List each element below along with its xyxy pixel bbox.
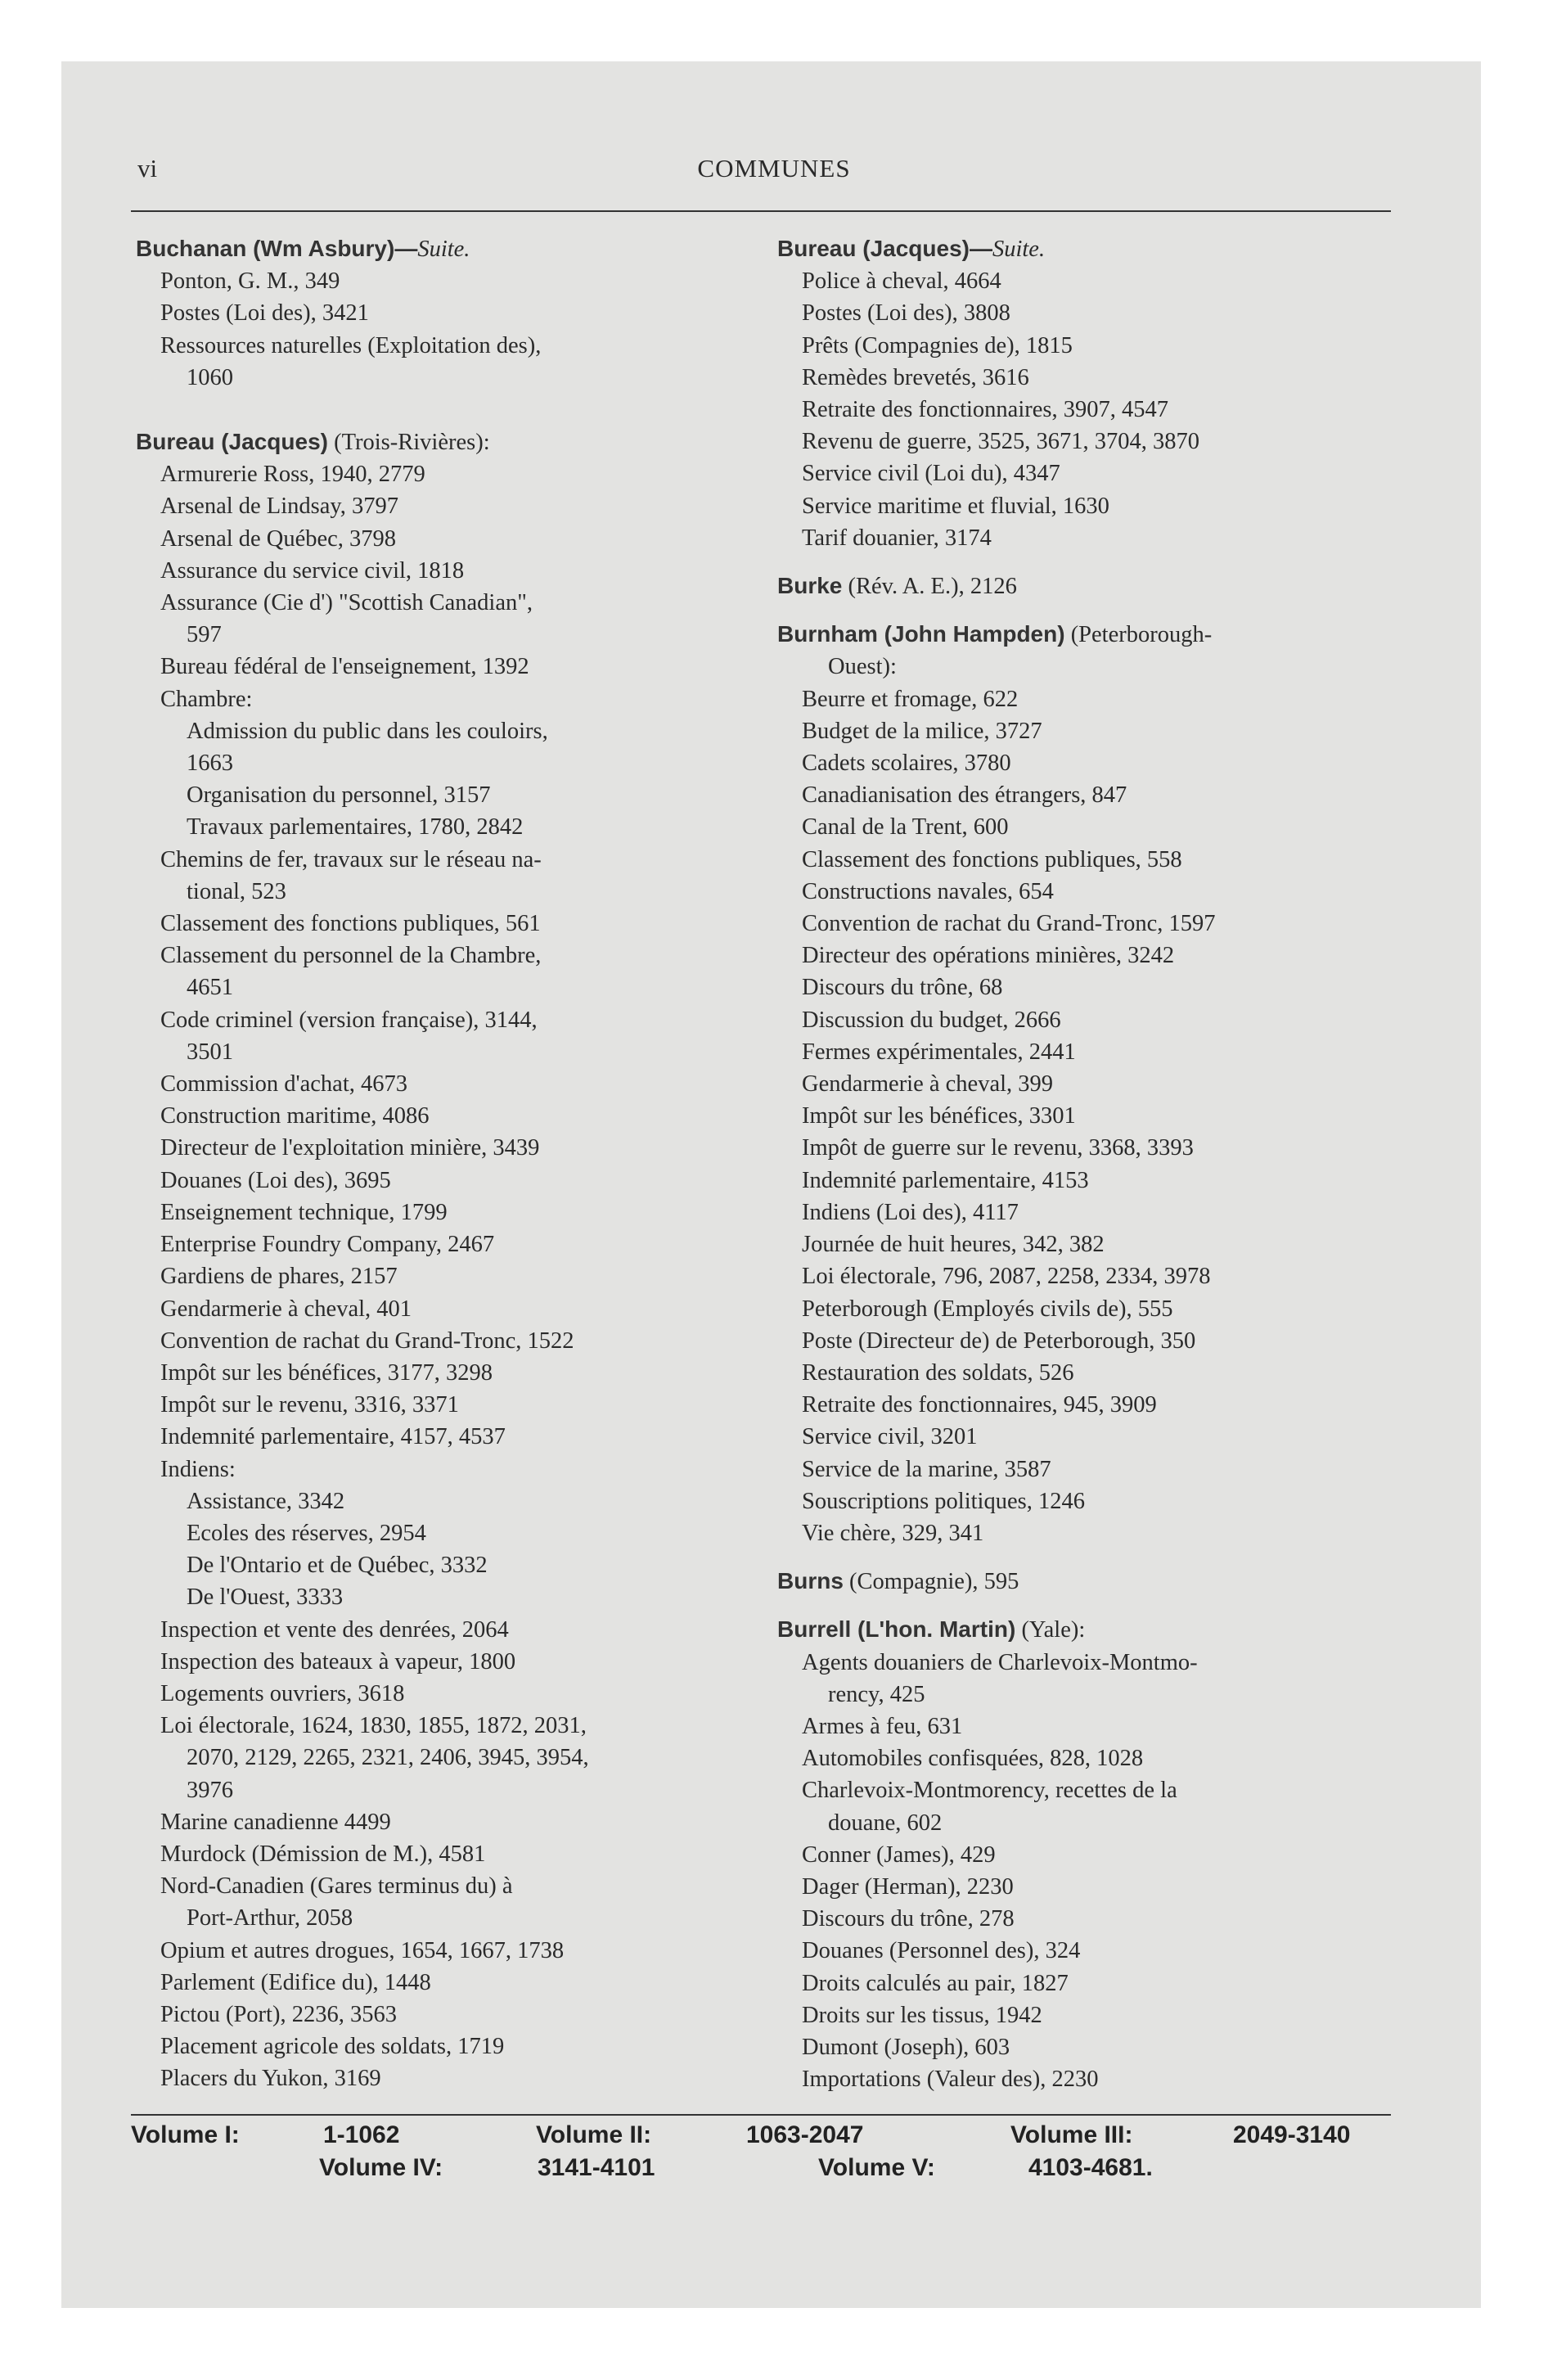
- constituency-text: (Peterborough-: [1064, 622, 1213, 648]
- index-entry: [777, 940, 1395, 971]
- index-heading: [136, 426, 737, 458]
- entry-text: Opium et autres drogues, 1654, 1667, 1738: [160, 1937, 565, 1963]
- index-entry: [777, 908, 1395, 940]
- index-entry: [777, 426, 1395, 458]
- entry-spacer: [777, 1598, 1395, 1613]
- footer-volume-3-label: Volume III:: [1010, 2121, 1133, 2148]
- index-entry: [777, 651, 1395, 683]
- index-entry: [136, 1935, 737, 1967]
- index-entry: [136, 1967, 737, 1999]
- constituency-text: (Rév. A. E.), 2126: [842, 574, 1017, 600]
- entry-text: Admission du public dans les couloirs,: [187, 718, 548, 744]
- index-entry: [777, 1774, 1395, 1806]
- index-entry: [136, 1389, 737, 1421]
- entry-text: Droits calculés au pair, 1827: [802, 1970, 1069, 1996]
- index-entry: [777, 1454, 1395, 1485]
- entry-text: 597: [187, 622, 222, 648]
- entry-spacer: [777, 1549, 1395, 1565]
- member-name: Buchanan (Wm Asbury)—: [136, 236, 418, 261]
- constituency-text: (Yale):: [1015, 1617, 1086, 1643]
- index-heading: [777, 618, 1395, 651]
- entry-text: Canadianisation des étrangers, 847: [802, 782, 1127, 809]
- entry-text: Retraite des fonctionnaires, 3907, 4547: [802, 397, 1168, 423]
- index-entry: [136, 1197, 737, 1228]
- entry-text: Indemnité parlementaire, 4157, 4537: [160, 1424, 506, 1450]
- index-entry: [777, 394, 1395, 426]
- index-entry: [136, 779, 737, 811]
- entry-text: Ponton, G. M., 349: [160, 268, 340, 295]
- index-entry: [136, 1999, 737, 2031]
- index-entry: [777, 1293, 1395, 1325]
- entry-text: Loi électorale, 796, 2087, 2258, 2334, 3978: [802, 1264, 1211, 1290]
- index-entry: [136, 971, 737, 1003]
- index-entry: [777, 683, 1395, 715]
- entry-text: Prêts (Compagnies de), 1815: [802, 332, 1073, 358]
- entry-text: Cadets scolaires, 3780: [802, 751, 1011, 777]
- index-entry: [777, 1389, 1395, 1421]
- entry-text: Placement agricole des soldats, 1719: [160, 2034, 505, 2060]
- entry-text: Gendarmerie à cheval, 401: [160, 1296, 412, 1322]
- index-entry: [777, 490, 1395, 522]
- index-entry: [777, 1165, 1395, 1197]
- entry-text: Placers du Yukon, 3169: [160, 2066, 381, 2092]
- index-entry: [777, 1132, 1395, 1164]
- entry-text: Constructions navales, 654: [802, 878, 1054, 904]
- member-name: Burns: [777, 1568, 844, 1594]
- footer-volume-1-range: 1-1062: [323, 2121, 400, 2148]
- index-entry: [777, 1421, 1395, 1453]
- entry-text: Marine canadienne 4499: [160, 1809, 391, 1835]
- entry-text: Souscriptions politiques, 1246: [802, 1488, 1085, 1514]
- index-entry: [136, 362, 737, 394]
- entry-text: Douanes (Personnel des), 324: [802, 1938, 1081, 1964]
- member-name: Bureau (Jacques)—: [777, 236, 992, 261]
- index-entry: [777, 1357, 1395, 1389]
- right-column: [777, 232, 1395, 2095]
- index-entry: [136, 1100, 737, 1132]
- index-entry: [136, 1806, 737, 1838]
- index-heading: [777, 1613, 1395, 1646]
- index-entry: [777, 1260, 1395, 1292]
- index-entry: [136, 458, 737, 490]
- footer-volume-4-range: 3141-4101: [538, 2154, 655, 2181]
- index-entry: [136, 876, 737, 908]
- index-entry: [136, 2062, 737, 2094]
- index-entry: [777, 1968, 1395, 1999]
- entry-text: Murdock (Démission de M.), 4581: [160, 1841, 486, 1867]
- index-entry: [777, 1004, 1395, 1036]
- index-entry: [777, 747, 1395, 779]
- index-entry: [136, 1325, 737, 1357]
- entry-text: Nord-Canadien (Gares terminus du) à: [160, 1873, 513, 1900]
- entry-text: Construction maritime, 4086: [160, 1103, 430, 1129]
- entry-text: Service civil, 3201: [802, 1424, 978, 1450]
- entry-text: Postes (Loi des), 3808: [802, 300, 1010, 327]
- entry-text: Parlement (Edifice du), 1448: [160, 1969, 431, 1995]
- entry-text: douane, 602: [828, 1810, 943, 1836]
- entry-text: Postes (Loi des), 3421: [160, 300, 369, 327]
- entry-text: Restauration des soldats, 526: [802, 1359, 1074, 1386]
- entry-text: Douanes (Loi des), 3695: [160, 1167, 391, 1193]
- entry-text: 3976: [187, 1777, 233, 1803]
- entry-text: Assistance, 3342: [187, 1488, 345, 1514]
- index-entry: [136, 1293, 737, 1325]
- left-column: [136, 232, 737, 2095]
- constituency-text: (Trois-Rivières):: [327, 430, 490, 456]
- index-entry: [136, 651, 737, 683]
- index-entry: [777, 715, 1395, 747]
- index-heading: [777, 1565, 1395, 1598]
- index-entry: [136, 683, 737, 715]
- entry-text: rency, 425: [828, 1681, 925, 1707]
- index-entry: [136, 1678, 737, 1710]
- index-entry: [777, 1100, 1395, 1132]
- index-entry: [136, 1614, 737, 1646]
- entry-text: De l'Ontario et de Québec, 3332: [187, 1553, 488, 1579]
- entry-text: Fermes expérimentales, 2441: [802, 1039, 1076, 1065]
- continuation-marker: Suite.: [992, 237, 1046, 262]
- footer-volume-3-range: 2049-3140: [1233, 2121, 1351, 2148]
- entry-text: Dumont (Joseph), 603: [802, 2034, 1010, 2060]
- index-entry: [136, 1004, 737, 1036]
- entry-text: Bureau fédéral de l'enseignement, 1392: [160, 654, 529, 680]
- entry-text: Peterborough (Employés civils de), 555: [802, 1296, 1173, 1322]
- index-entry: [777, 1935, 1395, 1967]
- entry-text: Impôt sur le revenu, 3316, 3371: [160, 1392, 459, 1418]
- index-entry: [777, 1839, 1395, 1871]
- index-entry: [777, 297, 1395, 329]
- index-entry: [777, 458, 1395, 489]
- entry-text: Armes à feu, 631: [802, 1713, 963, 1739]
- entry-text: Arsenal de Québec, 3798: [160, 525, 397, 552]
- entry-text: Chambre:: [160, 686, 253, 712]
- entry-text: 1060: [187, 364, 233, 390]
- index-entry: [777, 2063, 1395, 2095]
- entry-text: Ressources naturelles (Exploitation des),: [160, 332, 542, 358]
- entry-spacer: [777, 554, 1395, 570]
- index-entry: [136, 619, 737, 651]
- entry-text: Arsenal de Lindsay, 3797: [160, 494, 398, 520]
- index-entry: [136, 1838, 737, 1870]
- page-number: vi: [137, 154, 158, 183]
- entry-text: Remèdes brevetés, 3616: [802, 364, 1029, 390]
- index-entry: [777, 265, 1395, 297]
- entry-text: Indiens (Loi des), 4117: [802, 1199, 1019, 1225]
- entry-text: Code criminel (version française), 3144,: [160, 1007, 538, 1033]
- entry-text: Organisation du personnel, 3157: [187, 782, 491, 809]
- index-entry: [777, 1197, 1395, 1228]
- entry-text: Classement des fonctions publiques, 561: [160, 911, 541, 937]
- constituency-text: (Compagnie), 595: [843, 1569, 1019, 1595]
- entry-text: Agents douaniers de Charlevoix-Montmo-: [802, 1649, 1198, 1675]
- entry-text: Indemnité parlementaire, 4153: [802, 1167, 1089, 1193]
- entry-text: Enterprise Foundry Company, 2467: [160, 1232, 495, 1258]
- entry-text: Droits sur les tissus, 1942: [802, 2002, 1042, 2028]
- index-entry: [136, 1068, 737, 1100]
- index-entry: [136, 1036, 737, 1068]
- entry-spacer: [777, 602, 1395, 618]
- index-entry: [136, 1774, 737, 1806]
- entry-text: Beurre et fromage, 622: [802, 686, 1019, 712]
- index-entry: [136, 1646, 737, 1678]
- index-entry: [777, 779, 1395, 811]
- footer-volume-1-label: Volume I:: [131, 2121, 240, 2148]
- entry-text: Classement des fonctions publiques, 558: [802, 846, 1182, 872]
- index-heading: [777, 232, 1395, 265]
- index-entry: [136, 747, 737, 779]
- entry-text: Commission d'achat, 4673: [160, 1071, 407, 1098]
- entry-text: Service civil (Loi du), 4347: [802, 461, 1060, 487]
- entry-text: 4651: [187, 975, 233, 1001]
- index-entry: [136, 1454, 737, 1485]
- header-rule: [131, 210, 1391, 212]
- entry-text: Service maritime et fluvial, 1630: [802, 493, 1109, 519]
- index-entry: [777, 362, 1395, 394]
- index-entry: [136, 1710, 737, 1742]
- index-entry: [136, 1165, 737, 1197]
- index-entry: [777, 1742, 1395, 1774]
- index-entry: [777, 1036, 1395, 1068]
- footer-volume-5-label: Volume V:: [818, 2154, 935, 2181]
- index-entry: [777, 1903, 1395, 1935]
- entry-text: Retraite des fonctionnaires, 945, 3909: [802, 1392, 1157, 1418]
- entry-text: Impôt sur les bénéfices, 3177, 3298: [160, 1359, 493, 1386]
- index-entry: [777, 811, 1395, 843]
- entry-text: Assurance du service civil, 1818: [160, 557, 465, 584]
- entry-text: 1663: [187, 751, 233, 777]
- member-name: Burnham (John Hampden): [777, 621, 1065, 647]
- entry-spacer: [136, 394, 737, 426]
- index-entry: [136, 715, 737, 747]
- entry-text: Inspection et vente des denrées, 2064: [160, 1616, 509, 1643]
- index-entry: [777, 876, 1395, 908]
- entry-text: Automobiles confisquées, 828, 1028: [802, 1746, 1144, 1772]
- index-entry: [136, 1870, 737, 1902]
- entry-text: Port-Arthur, 2058: [187, 1905, 353, 1931]
- entry-text: Budget de la milice, 3727: [802, 718, 1042, 744]
- entry-text: De l'Ouest, 3333: [187, 1584, 344, 1611]
- footer-volume-4-label: Volume IV:: [319, 2154, 443, 2181]
- running-head: COMMUNES: [697, 154, 851, 183]
- index-entry: [136, 1421, 737, 1453]
- index-entry: [136, 555, 737, 587]
- index-entry: [777, 522, 1395, 554]
- entry-text: Ouest):: [828, 654, 897, 680]
- footer-volume-2-label: Volume II:: [536, 2121, 652, 2148]
- index-entry: [136, 2031, 737, 2062]
- entry-text: Convention de rachat du Grand-Tronc, 1597: [802, 911, 1216, 937]
- entry-text: Armurerie Ross, 1940, 2779: [160, 462, 425, 488]
- entry-text: Revenu de guerre, 3525, 3671, 3704, 3870: [802, 429, 1199, 455]
- index-entry: [777, 1679, 1395, 1711]
- index-heading: [777, 570, 1395, 602]
- entry-text: Service de la marine, 3587: [802, 1456, 1051, 1482]
- index-entry: [777, 1485, 1395, 1517]
- continuation-marker: Suite.: [417, 237, 470, 262]
- index-entry: [136, 1357, 737, 1389]
- entry-text: Tarif douanier, 3174: [802, 525, 992, 551]
- entry-text: Discours du trône, 68: [802, 975, 1003, 1001]
- entry-text: Importations (Valeur des), 2230: [802, 2067, 1099, 2093]
- entry-text: Impôt sur les bénéfices, 3301: [802, 1103, 1076, 1129]
- index-entry: [136, 1581, 737, 1613]
- index-entry: [136, 265, 737, 297]
- entry-text: Journée de huit heures, 342, 382: [802, 1232, 1105, 1258]
- index-entry: [136, 523, 737, 555]
- index-heading: [136, 232, 737, 265]
- index-entry: [136, 940, 737, 971]
- index-entry: [136, 490, 737, 522]
- entry-text: Loi électorale, 1624, 1830, 1855, 1872, 2031,: [160, 1713, 587, 1739]
- index-entry: [136, 908, 737, 940]
- member-name: Bureau (Jacques): [136, 429, 328, 455]
- entry-text: Pictou (Port), 2236, 3563: [160, 2001, 397, 2027]
- index-entry: [777, 844, 1395, 876]
- entry-text: Gendarmerie à cheval, 399: [802, 1071, 1054, 1098]
- index-entry: [136, 1228, 737, 1260]
- index-entry: [136, 297, 737, 329]
- footer-volume-5-range: 4103-4681.: [1028, 2154, 1153, 2181]
- entry-text: Convention de rachat du Grand-Tronc, 1522: [160, 1327, 574, 1354]
- index-entry: [777, 1807, 1395, 1839]
- index-entry: [136, 1517, 737, 1549]
- entry-text: Indiens:: [160, 1456, 236, 1482]
- index-entry: [136, 1132, 737, 1164]
- footer-rule: [131, 2114, 1391, 2116]
- footer-volume-2-range: 1063-2047: [746, 2121, 864, 2148]
- entry-text: Discours du trône, 278: [802, 1906, 1015, 1932]
- index-entry: [136, 1742, 737, 1774]
- entry-text: Conner (James), 429: [802, 1841, 996, 1868]
- entry-text: Poste (Directeur de) de Peterborough, 350: [802, 1327, 1196, 1354]
- index-entry: [136, 1260, 737, 1292]
- index-entry: [136, 811, 737, 843]
- entry-text: Dager (Herman), 2230: [802, 1873, 1014, 1900]
- entry-text: Discussion du budget, 2666: [802, 1007, 1061, 1033]
- entry-text: Charlevoix-Montmorency, recettes de la: [802, 1778, 1177, 1804]
- index-entry: [777, 1871, 1395, 1903]
- index-entry: [777, 971, 1395, 1003]
- index-entry: [777, 1228, 1395, 1260]
- entry-text: Directeur des opérations minières, 3242: [802, 943, 1175, 969]
- index-entry: [777, 1711, 1395, 1742]
- index-entry: [136, 587, 737, 619]
- index-entry: [777, 2031, 1395, 2063]
- member-name: Burrell (L'hon. Martin): [777, 1616, 1016, 1643]
- index-entry: [777, 330, 1395, 362]
- index-entry: [777, 1325, 1395, 1357]
- index-entry: [136, 1485, 737, 1517]
- entry-text: Vie chère, 329, 341: [802, 1520, 984, 1546]
- entry-text: Police à cheval, 4664: [802, 268, 1001, 295]
- entry-text: Ecoles des réserves, 2954: [187, 1520, 426, 1546]
- entry-text: 3501: [187, 1039, 233, 1065]
- entry-text: Enseignement technique, 1799: [160, 1199, 448, 1225]
- index-entry: [777, 1999, 1395, 2031]
- index-entry: [136, 844, 737, 876]
- index-entry: [777, 1068, 1395, 1100]
- index-entry: [136, 1902, 737, 1934]
- entry-text: tional, 523: [187, 878, 286, 904]
- entry-text: Assurance (Cie d') "Scottish Canadian",: [160, 590, 533, 616]
- entry-text: Travaux parlementaires, 1780, 2842: [187, 814, 524, 841]
- entry-text: Inspection des bateaux à vapeur, 1800: [160, 1648, 516, 1675]
- entry-text: Chemins de fer, travaux sur le réseau na-: [160, 846, 542, 872]
- index-entry: [777, 1647, 1395, 1679]
- entry-text: Classement du personnel de la Chambre,: [160, 943, 542, 969]
- entry-text: Gardiens de phares, 2157: [160, 1264, 398, 1290]
- entry-text: Impôt de guerre sur le revenu, 3368, 3393: [802, 1135, 1194, 1161]
- entry-text: 2070, 2129, 2265, 2321, 2406, 3945, 3954,: [187, 1745, 589, 1771]
- index-entry: [136, 330, 737, 362]
- index-entry: [777, 1517, 1395, 1549]
- entry-text: Directeur de l'exploitation minière, 3439: [160, 1135, 540, 1161]
- entry-text: Logements ouvriers, 3618: [160, 1680, 405, 1706]
- member-name: Burke: [777, 573, 843, 599]
- index-entry: [136, 1549, 737, 1581]
- entry-text: Canal de la Trent, 600: [802, 814, 1009, 841]
